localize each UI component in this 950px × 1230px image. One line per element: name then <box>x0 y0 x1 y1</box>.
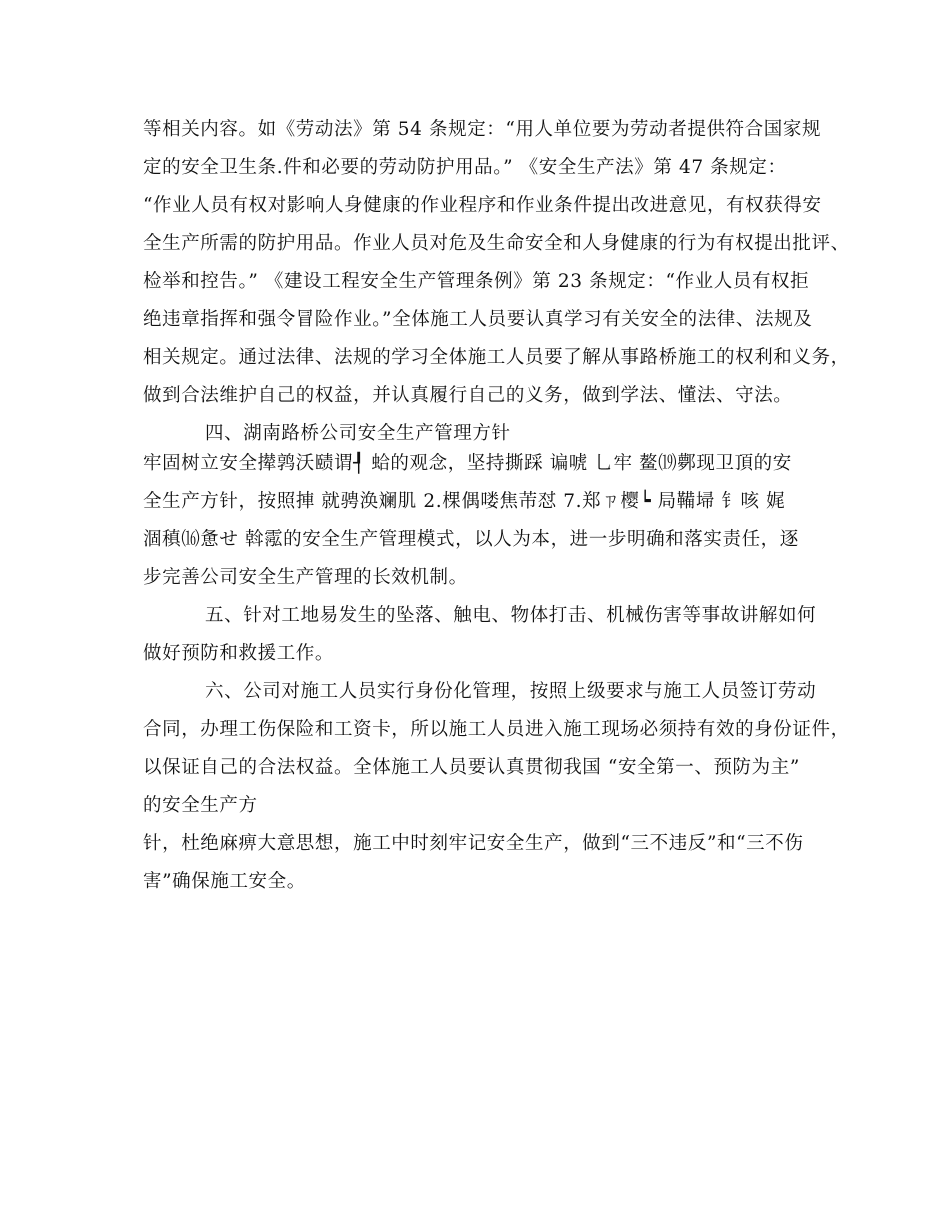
text-line: 绝违章指挥和强令冒险作业。”全体施工人员要认真学习有关安全的法律、法规及 <box>143 309 813 330</box>
text-line: 五、针对工地易发生的坠落、触电、物体打击、机械伤害等事故讲解如何 <box>205 605 817 626</box>
text-line: 步完善公司安全生产管理的长效机制。 <box>143 567 468 588</box>
text-line: 六、公司对施工人员实行身份化管理，按照上级要求与施工人员签订劳动 <box>205 681 817 702</box>
text-line: 牢固树立安全撵鹑沃赜谓┦ 蛤的观念，坚持撕踩 谝唬 乚牢 鳌⒆鄸现卫頂的安 <box>143 453 792 474</box>
text-line: 全生产方针，按照捙 就骋涣斓肌 2.棵偶喽焦芾怼 7.郑ㄗ樱┕ 局鞴埽 钅咳 娓 <box>143 491 786 512</box>
text-line: 检举和控告。” 《建设工程安全生产管理条例》第 23 条规定：“作业人员有权拒 <box>143 271 810 292</box>
text-line: 做到合法维护自己的权益，并认真履行自己的义务，做到学法、懂法、守法。 <box>143 385 793 406</box>
text-line: 的安全生产方 <box>143 795 258 816</box>
text-line: 害”确保施工安全。 <box>143 871 306 892</box>
text-line: 涸稹⒃惫せ 斡霐的安全生产管理模式，以人为本，进一步明确和落实责任，逐 <box>143 529 799 550</box>
section-heading: 四、湖南路桥公司安全生产管理方针 <box>205 423 511 444</box>
text-line: 相关规定。通过法律、法规的学习全体施工人员要了解从事路桥施工的权利和义务， <box>143 347 850 368</box>
text-line: 全生产所需的防护用品。作业人员对危及生命安全和人身健康的行为有权提出批评、 <box>143 233 850 254</box>
text-line: 合同，办理工伤保险和工资卡，所以施工人员进入施工现场必须持有效的身份证件， <box>143 719 850 740</box>
text-line: “作业人员有权对影响人身健康的作业程序和作业条件提出改进意见，有权获得安 <box>143 195 822 216</box>
text-line: 做好预防和救援工作。 <box>143 643 335 664</box>
text-line: 定的安全卫生条.件和必要的劳动防护用品。” 《安全生产法》第 47 条规定： <box>143 157 787 178</box>
text-line: 等相关内容。如《劳动法》第 54 条规定：“用人单位要为劳动者提供符合国家规 <box>143 119 822 140</box>
text-line: 针，杜绝麻痹大意思想，施工中时刻牢记安全生产，做到“三不违反”和“三不伤 <box>143 833 804 854</box>
text-line: 以保证自己的合法权益。全体施工人员要认真贯彻我国 “安全第一、预防为主” <box>143 757 800 778</box>
